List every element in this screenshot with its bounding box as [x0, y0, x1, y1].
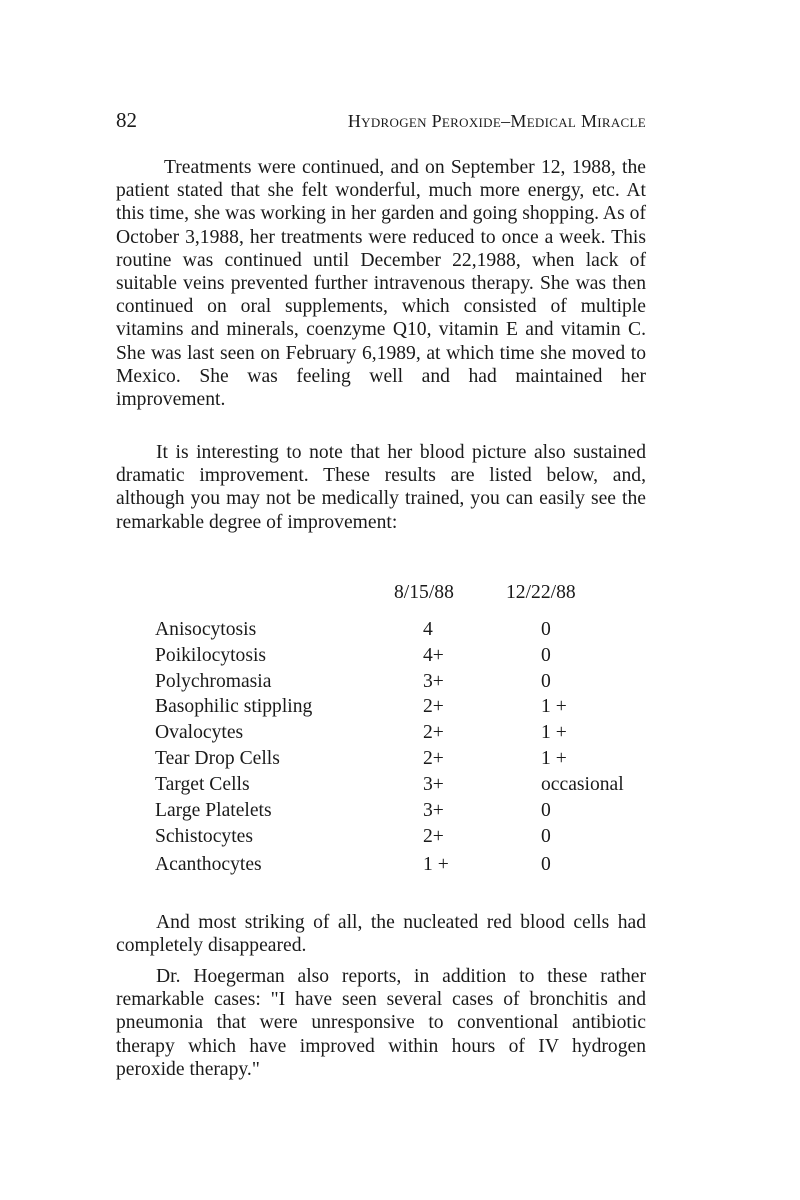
table-row — [155, 826, 655, 850]
row-value-2: 0 — [541, 800, 551, 821]
row-value-2: 0 — [541, 671, 551, 692]
row-value-1: 2+ — [423, 826, 444, 847]
paragraph-blood-picture: It is interesting to note that her blood picture also sustained dramatic improvement. These results are listed below, and, although you may not be medically trained, you can easily see the remarkable degree of improvement: — [116, 442, 646, 533]
row-label: Large Platelets — [155, 800, 272, 821]
row-label: Schistocytes — [155, 826, 253, 847]
table-row — [155, 722, 655, 746]
row-value-2: 1 + — [541, 748, 567, 769]
row-label: Poikilocytosis — [155, 645, 267, 666]
row-label: Anisocytosis — [155, 619, 257, 640]
row-value-2: 0 — [541, 826, 551, 847]
table-row — [155, 800, 655, 824]
row-value-2: 1 + — [541, 722, 567, 743]
row-label: Tear Drop Cells — [155, 748, 280, 769]
row-label: Ovalocytes — [155, 722, 244, 743]
row-value-2: 0 — [541, 645, 551, 666]
paragraph-treatments: Treatments were continued, and on September 12, 1988, the patient stated that she felt wonderful, much more energy, etc. At this time, she was working in her garden and going shopping. As of October 3,1988, her treatments were reduced to once a week. This routine was continued until December 22,1988, when lack of suitable veins prevented further intravenous therapy. She was then continued on oral supplements, which consisted of multiple vitamins and minerals, coenzyme Q10, vitamin E and vitamin C. She was last seen on February 6,1989, at which time she moved to Mexico. She was feeling well and had maintained her improvement. — [116, 157, 646, 411]
body-text — [116, 156, 646, 411]
paragraph-nucleated-cells: And most striking of all, the nucleated red blood cells had completely disappeared. — [116, 912, 646, 957]
row-value-1: 2+ — [423, 696, 444, 717]
table-row — [155, 645, 655, 669]
row-value-2: 0 — [541, 619, 551, 640]
page-header — [116, 108, 646, 136]
running-title: Hydrogen Peroxide–Medical Miracle — [347, 111, 646, 131]
row-value-1: 3+ — [423, 800, 444, 821]
row-label: Polychromasia — [155, 671, 272, 692]
column-header-date-2: 12/22/88 — [506, 582, 576, 603]
table-row — [155, 619, 655, 643]
row-value-1: 3+ — [423, 671, 444, 692]
row-label: Basophilic stippling — [155, 696, 313, 717]
row-value-2: occasional — [541, 774, 624, 795]
table-row — [155, 696, 655, 720]
paragraph-hoegerman-quote: Dr. Hoegerman also reports, in addition to these rather remarkable cases: "I have seen several cases of bronchitis and pneumonia that were unresponsive to conventional antibiotic therapy which have improved within hours of IV hydrogen peroxide therapy." — [116, 966, 646, 1080]
row-value-2: 0 — [541, 854, 551, 875]
row-value-2: 1 + — [541, 696, 567, 717]
row-value-1: 1 + — [423, 854, 449, 875]
table-row — [155, 748, 655, 772]
row-value-1: 4 — [423, 619, 433, 640]
table-row — [155, 854, 655, 878]
row-label: Acanthocytes — [155, 854, 262, 875]
row-value-1: 3+ — [423, 774, 444, 795]
row-value-1: 2+ — [423, 748, 444, 769]
row-label: Target Cells — [155, 774, 250, 795]
row-value-1: 4+ — [423, 645, 444, 666]
page-number: 82 — [116, 108, 137, 132]
table-row — [155, 774, 655, 798]
row-value-1: 2+ — [423, 722, 444, 743]
table-row — [155, 671, 655, 695]
column-header-date-1: 8/15/88 — [394, 582, 454, 603]
